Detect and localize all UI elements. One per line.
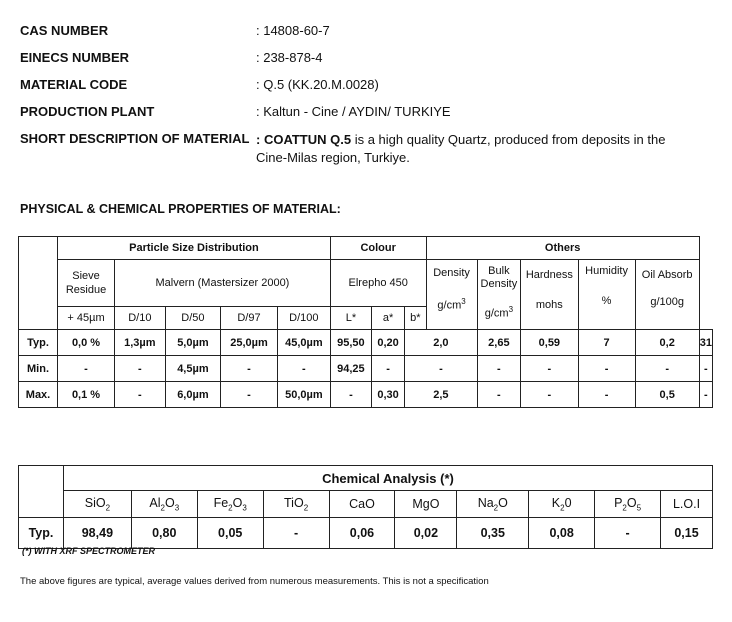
bulk-density-unit: $g/cm^3$ xyxy=(484,305,514,320)
production-plant-label: PRODUCTION PLANT xyxy=(20,104,155,119)
bulk-density-label: Bulk Density xyxy=(480,265,518,291)
elrepho-header: Elrepho 450 xyxy=(330,260,426,307)
fe2o3-header: $Fe_2O_3$ xyxy=(197,491,263,518)
others-header: Others xyxy=(426,237,699,260)
humidity-header xyxy=(578,260,635,330)
table-cell: 1,3µm xyxy=(114,330,165,356)
table-cell: - xyxy=(521,356,578,382)
tio2-header: TiO$_2$ xyxy=(263,491,329,518)
xrf-note: (*) WITH XRF SPECTROMETER xyxy=(22,546,155,556)
density-label: Density xyxy=(433,267,470,280)
header-row-methods xyxy=(19,260,713,307)
table-cell: - xyxy=(578,382,635,408)
table-cell: - xyxy=(699,382,712,408)
material-code-label: MATERIAL CODE xyxy=(20,77,128,92)
loi-value: 0,15 xyxy=(661,518,713,549)
table-cell: - xyxy=(277,356,330,382)
table-cell: 0,1 % xyxy=(58,382,115,408)
footer-disclaimer: The above figures are typical, average values derived from numerous measurements. This is not a specification xyxy=(20,576,489,587)
table-cell: - xyxy=(699,356,712,382)
cas-number-label: CAS NUMBER xyxy=(20,23,109,38)
sub-header-cell: D/10 xyxy=(114,307,165,330)
colour-header: Colour xyxy=(330,237,426,260)
fe2o3-value: 0,05 xyxy=(197,518,263,549)
na2o-header: $Na_2O$ xyxy=(457,491,529,518)
section-title: PHYSICAL & CHEMICAL PROPERTIES OF MATERIAL: xyxy=(20,202,341,216)
sub-header-cell: + 45µm xyxy=(58,307,115,330)
table-cell: 7 xyxy=(578,330,635,356)
table-cell: 25,0µm xyxy=(221,330,278,356)
chem-title: Chemical Analysis (*) xyxy=(63,466,712,491)
table-cell: 0,2 xyxy=(635,330,699,356)
short-description-value xyxy=(256,131,696,167)
header-corner xyxy=(19,237,58,330)
table-cell: - xyxy=(477,356,521,382)
table-cell: 0,5 xyxy=(635,382,699,408)
na2o-value: 0,35 xyxy=(457,518,529,549)
bulk-density-header xyxy=(477,260,521,330)
table-cell: 0,30 xyxy=(371,382,404,408)
al2o3-header: $Al_2O_3$ xyxy=(131,491,197,518)
table-cell: - xyxy=(221,382,278,408)
table-cell: 6,0µm xyxy=(165,382,220,408)
row-label: Typ. xyxy=(19,330,58,356)
sub-header-cell: b* xyxy=(405,307,426,330)
humidity-label: Humidity xyxy=(585,264,628,277)
brand-name: : COATTUN Q.5 xyxy=(256,132,352,147)
einecs-number-value: : 238-878-4 xyxy=(256,50,323,65)
chem-data-row xyxy=(19,518,713,549)
density-header xyxy=(426,260,477,330)
table-cell: 94,25 xyxy=(330,356,371,382)
chem-corner xyxy=(19,466,64,518)
table-cell: 0,20 xyxy=(371,330,404,356)
table-cell: - xyxy=(114,382,165,408)
p2o5-value: - xyxy=(595,518,661,549)
density-unit: $g/cm^3$ xyxy=(437,297,466,312)
density-unit-text: g/cm xyxy=(437,299,462,312)
al2o3-value: 0,80 xyxy=(131,518,197,549)
short-description-label: SHORT DESCRIPTION OF MATERIAL xyxy=(20,131,250,146)
table-cell: 2,65 xyxy=(477,330,521,356)
table-cell: - xyxy=(477,382,521,408)
sub-header-cell: D/97 xyxy=(221,307,278,330)
table-cell: 4,5µm xyxy=(165,356,220,382)
table-row xyxy=(19,356,713,382)
mgo-header: MgO xyxy=(395,491,457,518)
table-cell: 2,5 xyxy=(405,382,477,408)
p2o5-header: $P_2O_5$ xyxy=(595,491,661,518)
hardness-label: Hardness xyxy=(525,268,573,281)
sub-header-cell: D/100 xyxy=(277,307,330,330)
oil-absorb-header xyxy=(635,260,699,330)
table-cell: 5,0µm xyxy=(165,330,220,356)
chem-header-row xyxy=(19,491,713,518)
table-cell: - xyxy=(521,382,578,408)
sub-header-cell: a* xyxy=(371,307,404,330)
material-code-value: : Q.5 (KK.20.M.0028) xyxy=(256,77,379,92)
table-cell: - xyxy=(58,356,115,382)
table-cell: 2,0 xyxy=(405,330,477,356)
table-cell: - xyxy=(635,356,699,382)
table-cell: 31 xyxy=(699,330,712,356)
k2o-value: 0,08 xyxy=(529,518,595,549)
table-cell: 95,50 xyxy=(330,330,371,356)
malvern-header: Malvern (Mastersizer 2000) xyxy=(114,260,330,307)
sub-header-cell: L* xyxy=(330,307,371,330)
chem-row-label: Typ. xyxy=(19,518,64,549)
row-label: Max. xyxy=(19,382,58,408)
mgo-value: 0,02 xyxy=(395,518,457,549)
loi-header: L.O.I xyxy=(661,491,713,518)
chemical-analysis-table xyxy=(18,465,713,549)
particle-size-header: Particle Size Distribution xyxy=(58,237,331,260)
oil-absorb-label: Oil Absorb xyxy=(641,268,693,281)
physical-properties-table xyxy=(18,236,713,408)
cao-value: 0,06 xyxy=(329,518,395,549)
einecs-number-label: EINECS NUMBER xyxy=(20,50,130,65)
sieve-residue-header: Sieve Residue xyxy=(58,260,115,307)
table-cell: 0,0 % xyxy=(58,330,115,356)
table-cell: - xyxy=(330,382,371,408)
table-cell: 50,0µm xyxy=(277,382,330,408)
table-cell: - xyxy=(221,356,278,382)
header-row-groups xyxy=(19,237,713,260)
sio2-value: 98,49 xyxy=(63,518,131,549)
table-cell: 0,59 xyxy=(521,330,578,356)
row-label: Min. xyxy=(19,356,58,382)
chem-title-row xyxy=(19,466,713,491)
cao-header: CaO xyxy=(329,491,395,518)
bulk-density-unit-text: g/cm xyxy=(484,307,509,320)
table-cell: 45,0µm xyxy=(277,330,330,356)
sio2-header: SiO$_2$ xyxy=(63,491,131,518)
table-cell: - xyxy=(114,356,165,382)
production-plant-value: : Kaltun - Cine / AYDIN/ TURKIYE xyxy=(256,104,451,119)
humidity-unit: % xyxy=(601,294,612,307)
hardness-header xyxy=(521,260,578,330)
description-text: is a high quality Quartz, produced from deposits in the Cine-Milas region, Turkiye. xyxy=(256,132,666,165)
table-row xyxy=(19,382,713,408)
table-row xyxy=(19,330,713,356)
tio2-value: - xyxy=(263,518,329,549)
hardness-unit: mohs xyxy=(535,298,563,311)
table-cell: - xyxy=(578,356,635,382)
sub-header-cell: D/50 xyxy=(165,307,220,330)
oil-absorb-unit: g/100g xyxy=(650,295,684,308)
table-cell: - xyxy=(405,356,477,382)
table-cell: - xyxy=(371,356,404,382)
cas-number-value: : 14808-60-7 xyxy=(256,23,330,38)
k2o-header: $K_20$ xyxy=(529,491,595,518)
